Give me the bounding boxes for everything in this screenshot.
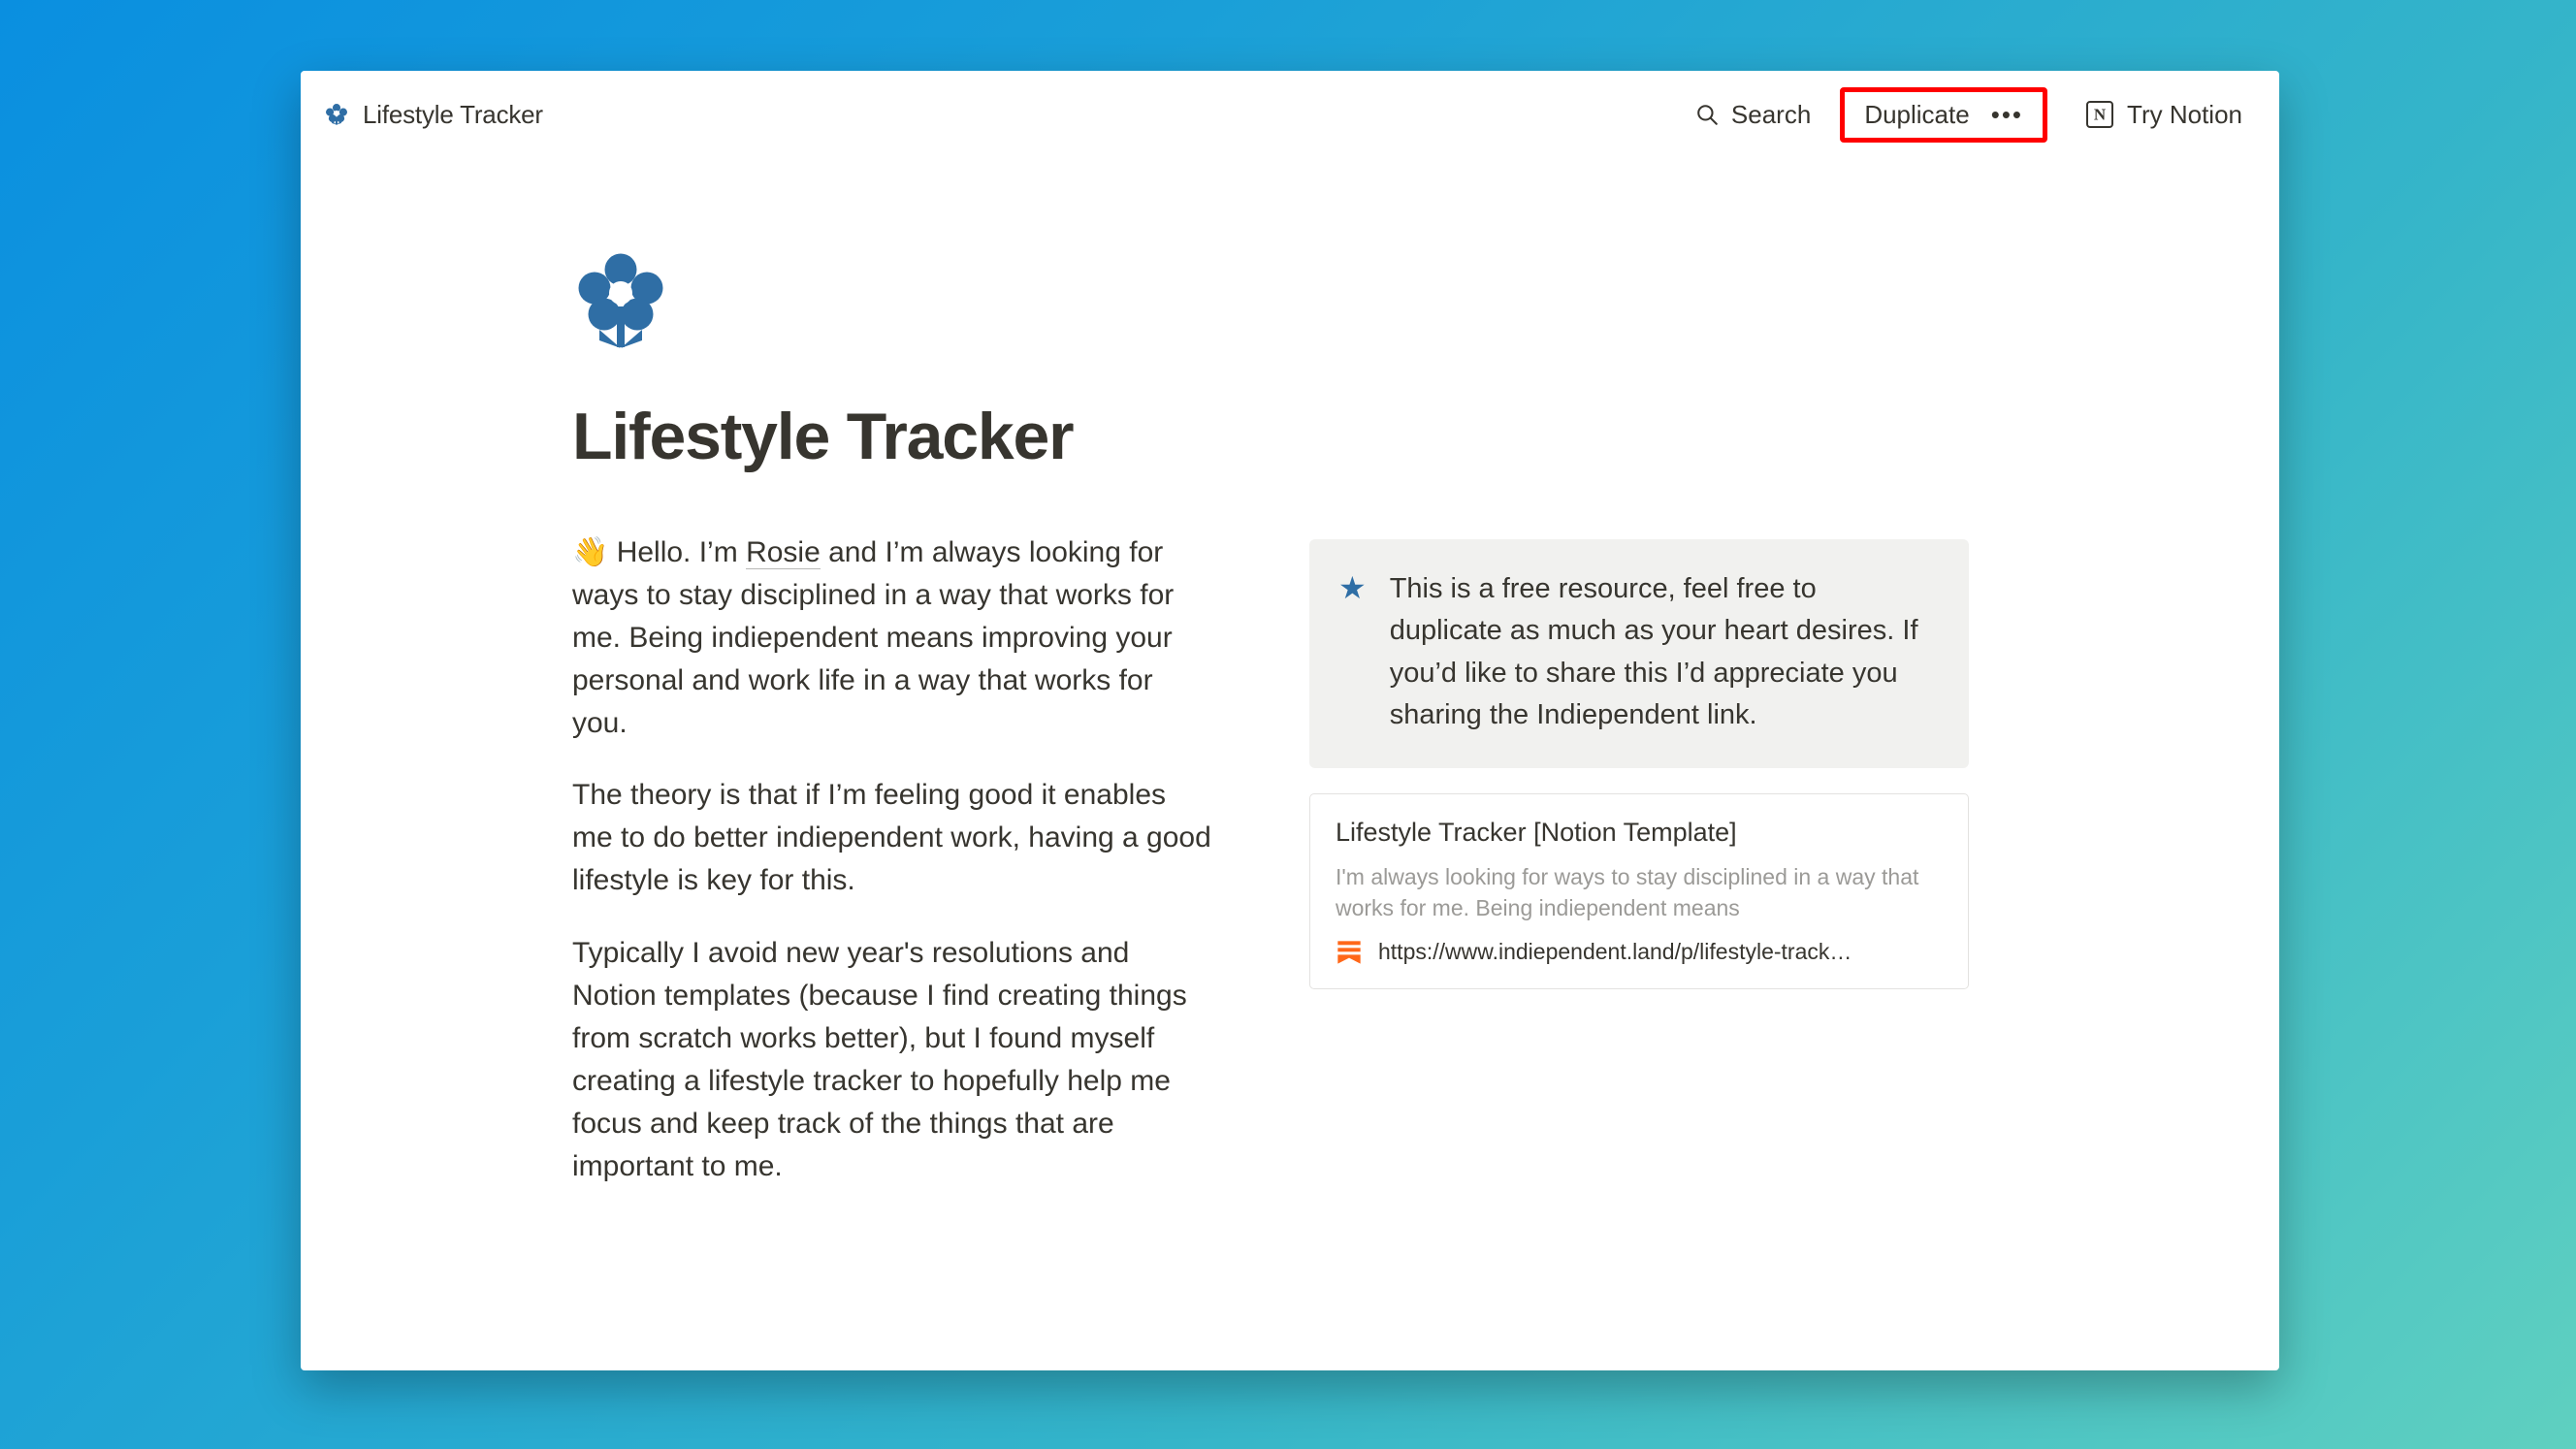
search-label: Search	[1730, 99, 1812, 129]
page-title: Lifestyle Tracker	[572, 400, 1074, 473]
bookmark-title: Lifestyle Tracker [Notion Template]	[1336, 817, 1737, 847]
notion-logo-icon	[2086, 101, 2113, 128]
bookmark-card[interactable]	[1309, 793, 1969, 989]
rosie-link[interactable]: Rosie	[746, 535, 821, 568]
intro-prefix: 👋 Hello. I’m	[572, 535, 747, 568]
top-bar-right	[1679, 87, 2252, 143]
callout-text: This is a free resource, feel free to duplicate as much as your heart desires. If you’d like to share this I’d appreciate you sharing the Indiependent link.	[1389, 572, 1918, 731]
breadcrumb-page-title: Lifestyle Tracker	[363, 99, 543, 129]
substack-icon	[1336, 940, 1363, 965]
star-icon: ★	[1338, 569, 1367, 605]
page-inner	[514, 250, 2066, 1188]
more-options-button[interactable]: •••	[1990, 100, 2024, 129]
callout-block	[1309, 539, 1969, 768]
bookmark-url-row	[1336, 939, 1943, 965]
duplicate-highlight-group	[1840, 87, 2047, 143]
try-notion-label: Try Notion	[2127, 99, 2242, 129]
left-column	[572, 531, 1212, 1188]
search-icon	[1694, 102, 1720, 127]
search-button[interactable]	[1679, 92, 1826, 138]
top-bar	[301, 71, 2279, 158]
page-content	[301, 158, 2279, 1188]
page-flower-icon	[572, 250, 669, 357]
paragraph-intro	[572, 531, 1212, 745]
try-notion-button[interactable]	[2077, 92, 2252, 138]
paragraph-resolutions: Typically I avoid new year's resolutions and Notion templates (because I find creating things from scratch works better), but I found myself creating a lifestyle tracker to hopefully help me focus and keep track of the things that are important to me.	[572, 936, 1187, 1183]
intro-suffix: and I’m always looking for ways to stay disciplined in a way that works for me. Being indiependent means improving your personal and work life in a way that works for you.	[572, 535, 1175, 740]
duplicate-button[interactable]: Duplicate	[1864, 99, 1970, 129]
bookmark-description: I'm always looking for ways to stay disciplined in a way that works for me. Being indiependent means	[1336, 863, 1919, 921]
flower-icon	[324, 102, 349, 127]
paragraph-theory: The theory is that if I’m feeling good it enables me to do better indiependent work, having a good lifestyle is key for this.	[572, 779, 1211, 897]
top-bar-left	[324, 100, 543, 130]
right-column	[1309, 531, 1969, 989]
two-column-layout	[572, 531, 2066, 1188]
bookmark-url: https://www.indiependent.land/p/lifestyle-track…	[1378, 939, 1852, 965]
notion-page-window	[301, 71, 2279, 1370]
